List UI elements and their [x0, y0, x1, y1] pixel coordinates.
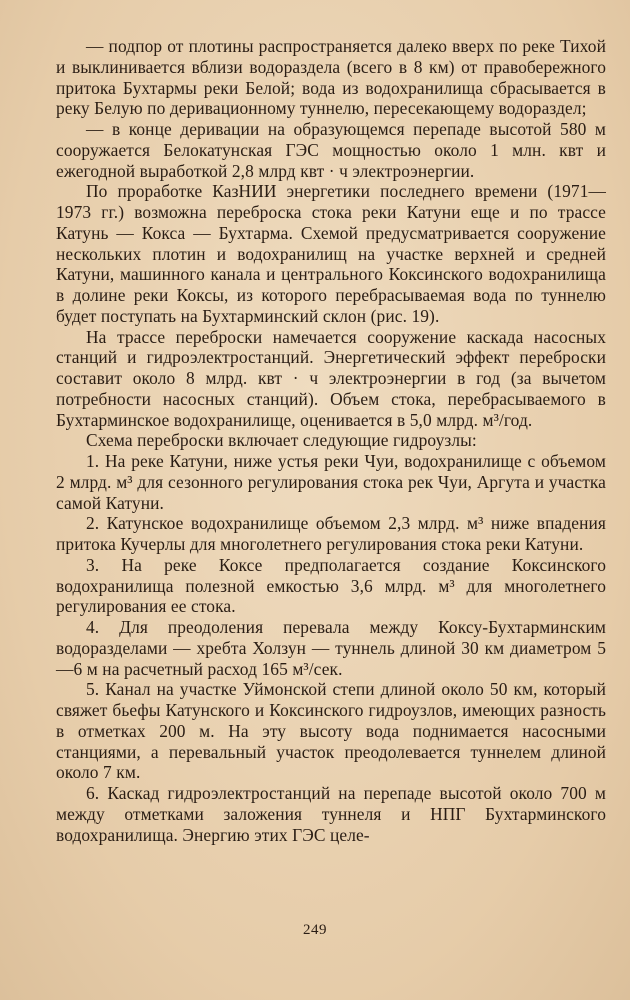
- paragraph-backwater: — подпор от плотины распространяется далеко вверх по реке Тихой и выклинивается вблизи водораздела (всего в 8 км) от правобережного притока Бухтармы реки Белой; вода из водохранилища сбрасывается в реку Белую по деривационному туннелю, пересекающему водораздел;: [56, 36, 606, 119]
- paragraph-belokatun-ges: — в конце деривации на образующемся перепаде высотой 580 м сооружается Белокатунская ГЭС мощностью около 1 млн. квт и ежегодной выработкой 2,8 млрд квт · ч электроэнергии.: [56, 119, 606, 181]
- paragraph-scheme-intro: Схема переброски включает следующие гидроузлы:: [86, 430, 477, 451]
- list-item-5: 5. Канал на участке Уймонской степи длиной около 50 км, который свяжет бьефы Катунского и Коксинского гидроузлов, имеющих разность в отметках 200 м. На эту высоту вода поднимается насосными станциями, а перевальный участок преодолевается туннелем длиной около 7 км.: [56, 679, 606, 783]
- list-item-2: 2. Катунское водохранилище объемом 2,3 млрд. м³ ниже впадения притока Кучерлы для многолетнего регулирования стока реки Катуни.: [56, 513, 606, 554]
- page-number: 249: [303, 922, 327, 938]
- body-text: [56, 36, 606, 845]
- list-item-4: 4. Для преодоления перевала между Коксу-Бухтарминским водоразделами — хребта Холзун — туннель длиной 30 км диаметром 5—6 м на расчетный расход 165 м³/сек.: [56, 617, 606, 679]
- list-item-3: 3. На реке Коксе предполагается создание Коксинского водохранилища полезной емкостью 3,6 млрд. м³ для многолетнего регулирования ее стока.: [56, 554, 606, 617]
- paragraph-kazniii-study: По проработке КазНИИ энергетики последнего времени (1971—1973 гг.) возможна переброска стока реки Катуни еще и по трассе Катунь — Кокса — Бухтарма. Схемой предусматривается сооружение нескольких плотин и водохранилищ на участке верхней и средней Катуни, машинного канала и центрального Коксинского водохранилища в долине реки Коксы, из которого перебрасываемая вода по туннелю будет поступать на Бухтарминский склон (рис. 19).: [56, 181, 606, 326]
- paragraph-energy-effect: На трассе переброски намечается сооружение каскада насосных станций и гидроэлектростанций. Энергетический эффект переброски составит около 8 млрд. квт · ч электроэнергии в год (за вычетом потребности насосных станций). Объем стока, перебрасываемого в Бухтарминское водохранилище, оценивается в 5,0 млрд. м³/год.: [56, 326, 606, 430]
- list-item-1: 1. На реке Катуни, ниже устья реки Чуи, водохранилище с объемом 2 млрд. м³ для сезонного регулирования стока рек Чуи, Аргута и участка самой Катуни.: [56, 451, 606, 513]
- list-item-6: 6. Каскад гидроэлектростанций на перепаде высотой около 700 м между отметками заложения туннеля и НПГ Бухтарминского водохранилища. Энергию этих ГЭС целе-: [56, 783, 606, 845]
